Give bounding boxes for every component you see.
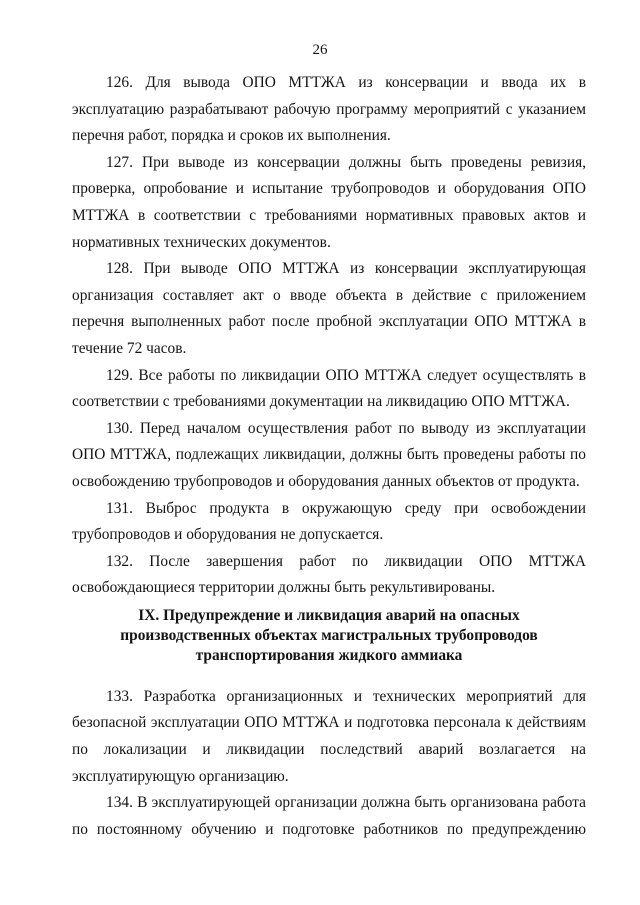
paragraph-133: 133. Разработка организационных и технических мероприятий для безопасной эксплуатации ОПО МТТЖА и подготовка персонала к действиям по локализации и ликвидации последствий аварий возлагается на эксплуатирующую организацию. <box>72 687 586 785</box>
page-number: 26 <box>312 42 328 58</box>
document-body <box>72 70 586 843</box>
paragraph-130: 130. Перед началом осуществления работ по выводу из эксплуатации ОПО МТТЖА, подлежащих ликвидации, должны быть проведены работы по освобождению трубопроводов и оборудования данных объектов от продукта. <box>72 419 586 490</box>
section-heading-line-2: производственных объектах магистральных трубопроводов <box>120 626 538 644</box>
paragraph-132: 132. После завершения работ по ликвидации ОПО МТТЖА освобождающиеся территории должны быть рекультивированы. <box>72 552 586 597</box>
section-heading <box>72 606 586 666</box>
paragraph-134: 134. В эксплуатирующей организации должна быть организована работа по постоянному обучению и подготовке работников по предупреждению <box>72 794 586 838</box>
paragraph-127: 127. При выводе из консервации должны быть проведены ревизия, проверка, опробование и испытание трубопроводов и оборудования ОПО МТТЖА в соответствии с требованиями нормативных правовых актов и нормативных технических документов. <box>72 153 586 251</box>
paragraph-126: 126. Для вывода ОПО МТТЖА из консервации и ввода их в эксплуатацию разрабатывают рабочую программу мероприятий с указанием перечня работ, порядка и сроков их выполнения. <box>72 74 586 145</box>
paragraph-131: 131. Выброс продукта в окружающую среду при освобождении трубопроводов и оборудования не допускается. <box>72 499 586 544</box>
paragraph-129: 129. Все работы по ликвидации ОПО МТТЖА следует осуществлять в соответствии с требованиями документации на ликвидацию ОПО МТТЖА. <box>72 366 586 411</box>
section-heading-line-3: транспортирования жидкого аммиака <box>195 646 463 664</box>
paragraph-128: 128. При выводе ОПО МТТЖА из консервации эксплуатирующая организация составляет акт о вводе объекта в действие с приложением перечня выполненных работ после пробной эксплуатации ОПО МТТЖА в течение 72 часов. <box>72 260 586 357</box>
section-heading-line-1: IX. Предупреждение и ликвидация аварий на опасных <box>138 606 520 624</box>
